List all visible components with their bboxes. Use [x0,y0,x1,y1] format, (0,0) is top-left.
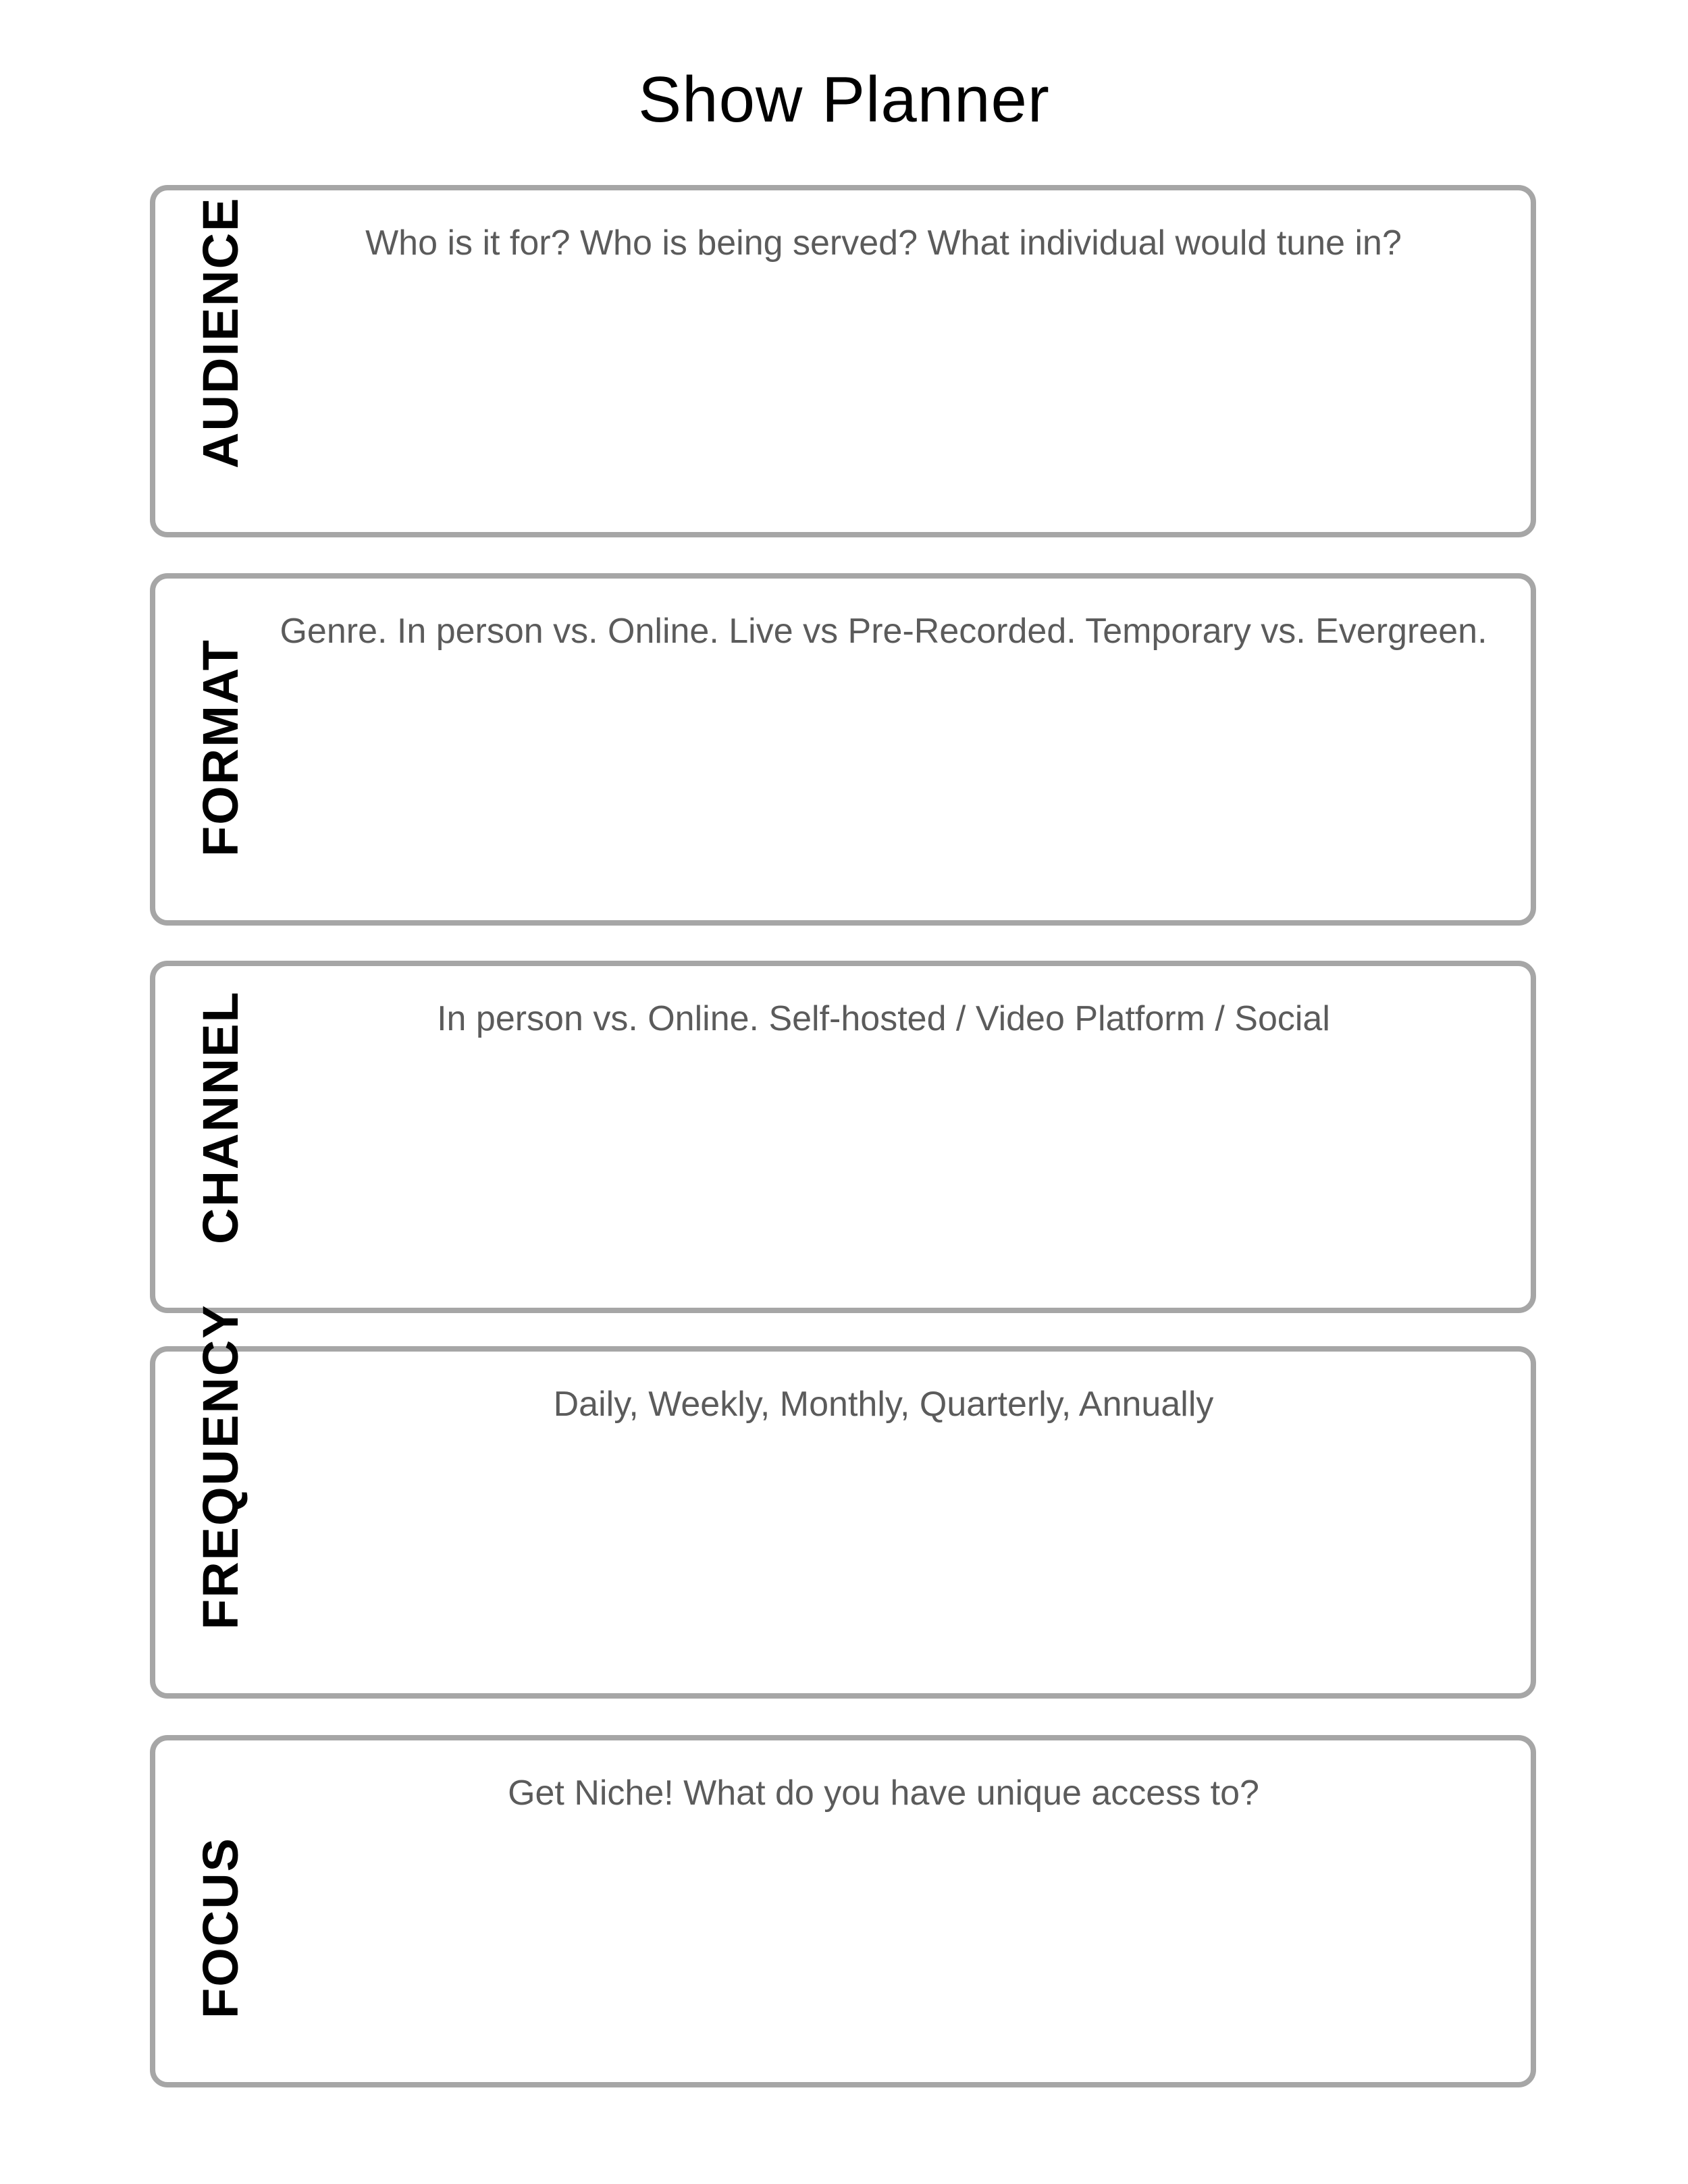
section-label-container [184,592,258,907]
section-label-frequency: FREQUENCY [192,1304,248,1630]
section-format[interactable] [150,573,1536,926]
section-prompt-format: Genre. In person vs. Online. Live vs Pre-Recorded. Temporary vs. Evergreen. [280,612,1487,651]
section-label-focus: FOCUS [192,1837,248,2019]
section-label-audience: AUDIENCE [192,196,248,469]
section-channel[interactable] [150,961,1536,1313]
section-label-format: FORMAT [192,639,248,857]
section-label-container [184,1304,258,1680]
section-prompt-audience: Who is it for? Who is being served? What individual would tune in? [365,223,1402,263]
section-label-channel: CHANNEL [192,990,248,1244]
section-label-container [184,980,258,1294]
section-frequency[interactable] [150,1304,1536,1699]
section-prompt-focus: Get Niche! What do you have unique access to? [508,1774,1259,1813]
section-label-container [184,196,258,518]
section-prompt-channel: In person vs. Online. Self-hosted / Video Platform / Social [437,999,1330,1038]
page-title: Show Planner [638,63,1050,136]
section-focus[interactable] [150,1735,1536,2087]
section-audience[interactable] [150,185,1536,537]
section-label-container [184,1754,258,2069]
section-prompt-frequency: Daily, Weekly, Monthly, Quarterly, Annually [553,1385,1214,1424]
